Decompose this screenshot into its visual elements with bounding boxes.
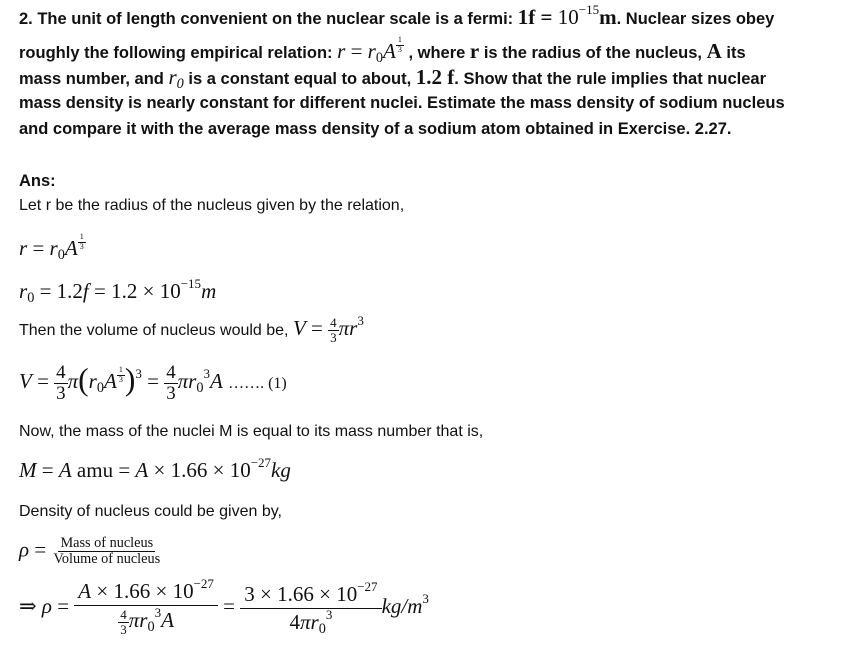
question-line-4: mass density is nearly constant for different nuclei. Estimate the mass density of sodium nucleus bbox=[19, 94, 785, 112]
eq-density-definition: ρ = $\frac{\text{Mass of nucleus}}{\text{Volume of nucleus}}$ bbox=[19, 535, 161, 567]
eq-mass: M = A amu = $A \times 1.66 \times 10^{-27}kg$ bbox=[19, 455, 291, 482]
volume-line: Then the volume of nucleus would be, V = $\frac{4}{3}$ $\pi r^3$ bbox=[19, 313, 364, 345]
answer-heading: Ans: bbox=[19, 172, 56, 190]
answer-intro: Let r be the radius of the nucleus given by the relation, bbox=[19, 197, 405, 214]
r0-symbol: $r_0$ bbox=[168, 65, 184, 93]
question-line-2: roughly the following empirical relation: $r = r_0A$ $^{\frac{1}{3}}$ , where r is the radius of the nucleus, A its bbox=[19, 35, 746, 67]
density-text: Density of nucleus could be given by, bbox=[19, 503, 282, 520]
question-line-1: 2. The unit of length convenient on the nuclear scale is a fermi: $1f = 10^{-15}m$. Nuclear sizes obey bbox=[19, 2, 775, 29]
radius-relation-math: $r = r_0A$ $^{\frac{1}{3}}$ bbox=[337, 35, 402, 67]
eq-density-result: ⇒ ρ = $A \times 1.66 \times 10^{-27}$ $\frac{4}{3}$ $\pi r_0^3A$ = $\frac{3 \times 1.66 \times 10^{-27}}{4\pi r_0^3}$ $kg/m^3$ bbox=[19, 576, 429, 638]
eq-volume-expanded: V = $\frac{4}{3}$ $\pi(r_0A$ $^{\frac{1}{3}}$ )$^3$ = $\frac{4}{3}$ $\pi r_0^3A$ ……. (1) bbox=[19, 361, 287, 404]
fermi-equation: $1f = 10^{-15}m$ bbox=[517, 2, 617, 29]
mass-text: Now, the mass of the nuclei M is equal to its mass number that is, bbox=[19, 423, 484, 440]
eq-r0-value: $r_0 = 1.2f = 1.2 \times 10^{-15}m$ bbox=[19, 276, 217, 307]
question-line-3: mass number, and $r_0$ is a constant equal to about, 1.2 f. Show that the rule implies that nuclear bbox=[19, 65, 767, 93]
question-line-5: and compare it with the average mass density of a sodium atom obtained in Exercise. 2.27. bbox=[19, 120, 732, 138]
volume-formula: V = $\frac{4}{3}$ $\pi r^3$ bbox=[292, 313, 364, 345]
eq-radius-relation: $r = r_0A$ $^{\frac{1}{3}}$ bbox=[19, 232, 84, 264]
equation-number: ……. (1) bbox=[228, 375, 287, 392]
